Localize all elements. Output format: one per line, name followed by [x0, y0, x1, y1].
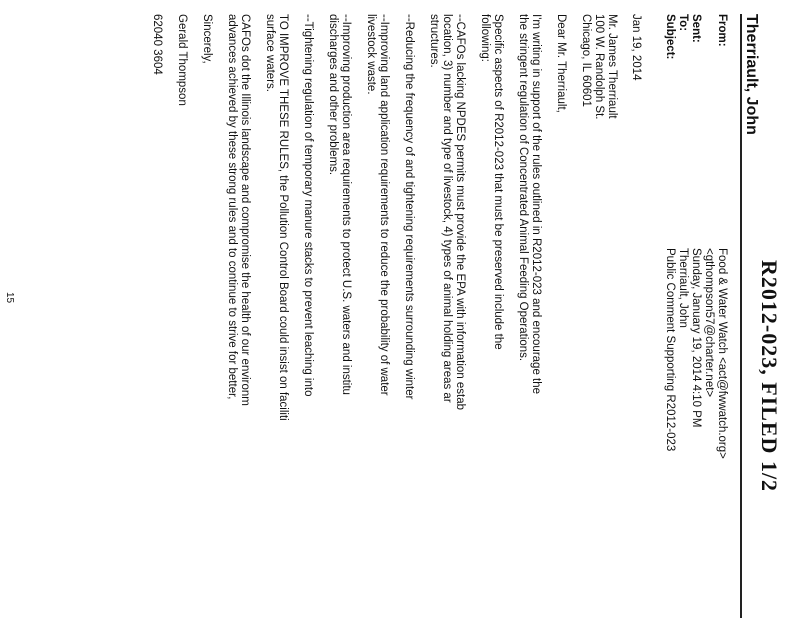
sent-value: Sunday, January 19, 2014 4:10 PM: [690, 248, 702, 428]
point-4-line-2: discharges and other problems.: [327, 14, 339, 176]
point-1-line-3: structures.: [428, 14, 440, 68]
filing-stamp: R2012-023, FILED 1/2: [757, 260, 782, 493]
point-1-line-2: location, 3) number and type of livestock, 4) types of animal holding areas ar: [441, 14, 453, 403]
from-value-line-2: <gthompson57@charter.net>: [703, 248, 715, 398]
point-3-line-1: --Improving land application requirements to reduce the probability of water: [378, 14, 390, 396]
intro-line-2: the stringent regulation of Concentrated Animal Feeding Operations.: [517, 14, 529, 362]
point-4-line-1: --Improving production area requirements to protect U.S. waters and institu: [340, 14, 352, 395]
cafo-line-1: CAFOs dot the Illinois landscape and compromise the health of our environm: [239, 14, 251, 406]
salutation: Dear Mr. Therriault,: [555, 14, 567, 113]
recipient-line-1: Mr. James Therriault: [606, 14, 618, 119]
point-3-line-2: livestock waste.: [365, 14, 377, 95]
to-label: To:: [677, 14, 689, 32]
letter-date: Jan 19, 2014: [630, 14, 642, 81]
signoff: Sincerely,: [201, 14, 213, 64]
subject-label: Subject:: [664, 14, 676, 60]
from-value-line-1: Food & Water Watch <act@fwwatch.org>: [716, 248, 728, 459]
improve-line-2: surface waters.: [264, 14, 276, 92]
page-number: 15: [4, 292, 15, 304]
signer-name: Gerald Thompson: [176, 14, 188, 106]
recipient-line-2: 100 W. Randolph St.: [593, 14, 605, 120]
point-5-line-1: --Tightening regulation of temporary manure stacks to prevent leaching into: [302, 14, 314, 397]
specific-line-1: Specific aspects of R2012-023 that must be preserved include the: [492, 14, 504, 350]
specific-line-2: following:: [479, 14, 491, 62]
signer-zip: 62040 3604: [151, 14, 163, 75]
to-value: Therriault, John: [677, 248, 689, 328]
point-1-line-1: --CAFOs lacking NPDES permits must provide the EPA with information estab: [454, 14, 466, 411]
header-divider: [740, 14, 742, 618]
subject-value: Public Comment Supporting R2012-023: [664, 248, 676, 452]
improve-line-1: TO IMPROVE THESE RULES, the Pollution Control Board could insist on faciliti: [277, 14, 289, 421]
from-label: From:: [716, 14, 728, 47]
intro-line-1: I'm writing in support of the rules outlined in R2012-023 and encourage the: [530, 14, 542, 395]
cafo-line-2: advances achieved by these strong rules and to continue to strive for better,: [226, 14, 238, 400]
point-2-line-1: --Reducing the frequency of and tightening requirements surrounding winter: [403, 14, 415, 400]
recipient-line-3: Chicago, IL 60601: [580, 14, 592, 107]
sender-name: Therriault, John: [743, 14, 760, 135]
sent-label: Sent:: [690, 14, 702, 43]
